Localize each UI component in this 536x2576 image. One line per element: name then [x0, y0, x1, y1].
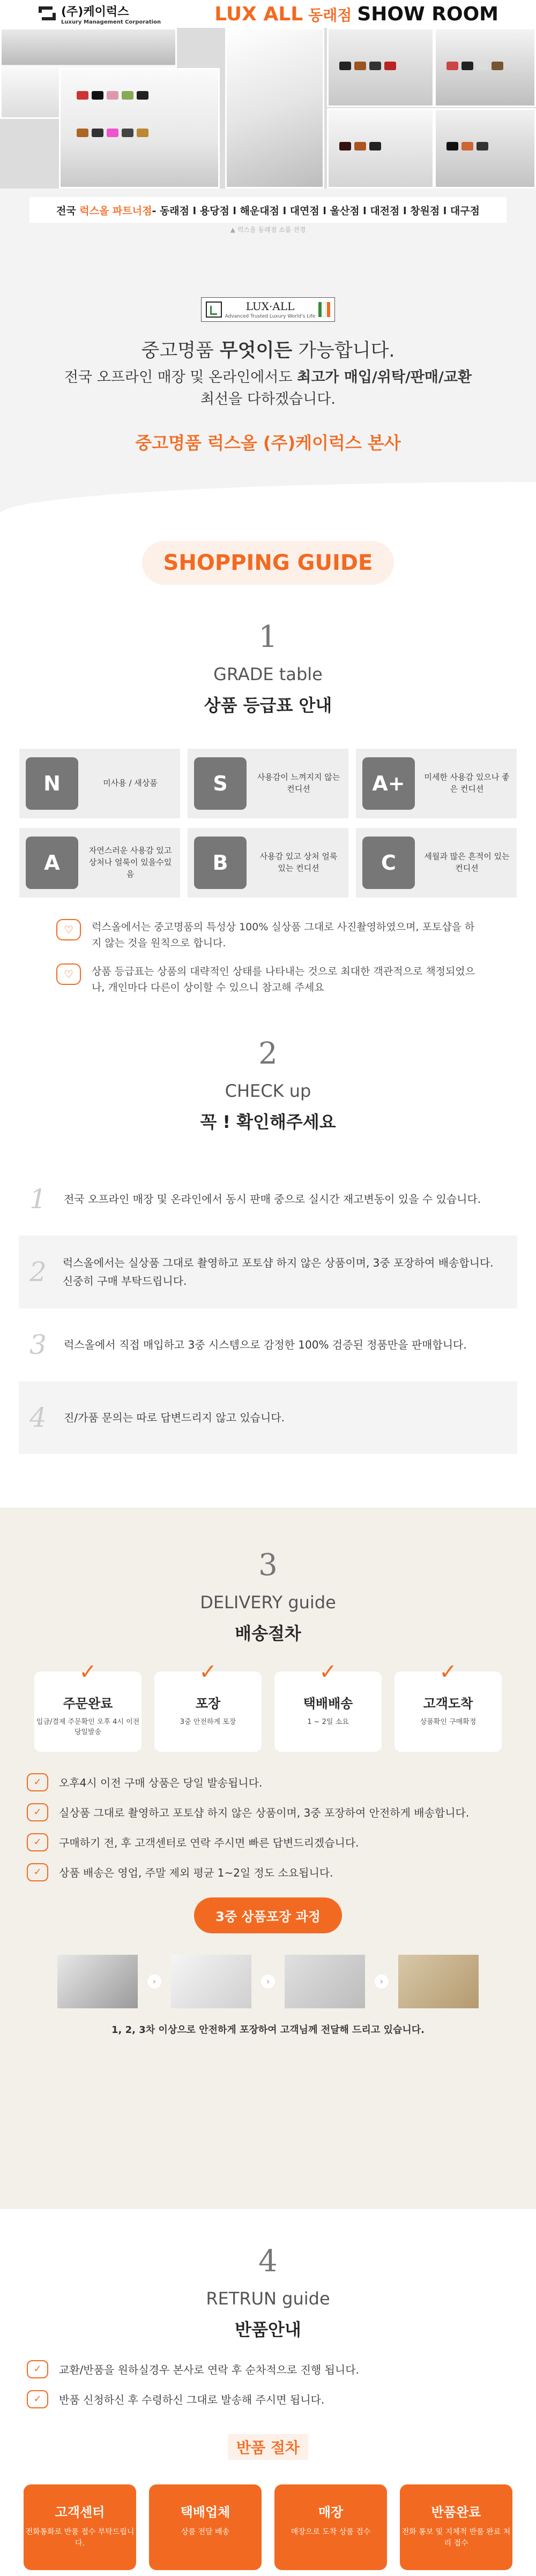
grade-badge: S — [194, 757, 247, 810]
showroom-photo — [225, 28, 324, 189]
delivery-step — [34, 1659, 142, 1752]
check-number: 4 — [29, 1402, 47, 1433]
check-item — [19, 1163, 517, 1236]
grade-description: 미사용 / 새상품 — [103, 778, 158, 788]
delivery-step-title: 주문완료 — [63, 1696, 113, 1711]
delivery-guide — [0, 1508, 536, 2209]
check-chat-icon: ✓ — [27, 1863, 48, 1881]
packing-photo — [57, 1955, 138, 2008]
showroom-photo-collage — [0, 28, 536, 189]
check-title-en: CHECK up — [225, 1080, 311, 1101]
return-step-title: 매장 — [318, 2504, 344, 2520]
check-chat-icon: ✓ — [27, 1803, 48, 1821]
luxall-logo — [201, 297, 336, 322]
arrow-right-icon: › — [261, 1975, 275, 1989]
check-item — [19, 1308, 517, 1381]
luxall-mark-icon — [206, 302, 222, 318]
note-text: 럭스올에서는 중고명품의 특성상 100% 실상품 그대로 사진촬영하였으며, 포토샵을 하지 않는 것을 원칙으로 합니다. — [92, 921, 475, 950]
check-title-ko: 꼭 ! 확인해주세요 — [200, 1111, 336, 1132]
arrow-right-icon: › — [375, 1975, 389, 1989]
delivery-step-desc: 1 ~ 2일 소요 — [307, 1718, 349, 1726]
check-text: 진/가품 문의는 따로 답변드리지 않고 있습니다. — [64, 1411, 285, 1424]
check-chat-icon: ✓ — [27, 2360, 48, 2378]
packing-photo — [398, 1955, 479, 2008]
grade-guide — [0, 622, 536, 996]
grade-badge: C — [362, 837, 415, 889]
grade-badge: N — [26, 757, 78, 810]
shopping-guide-title: SHOPPING GUIDE — [142, 541, 394, 585]
delivery-step-title: 포장 — [195, 1696, 221, 1711]
checkmark-icon: ✓ — [319, 1659, 337, 1684]
arrow-right-icon: › — [147, 1975, 161, 1989]
showroom-brand: LUX ALL — [214, 3, 303, 25]
showroom-photo — [327, 108, 434, 189]
intro-section — [0, 252, 536, 514]
note-item — [56, 919, 480, 952]
logo-mark-icon — [38, 4, 57, 24]
checkmark-icon: ✓ — [439, 1659, 457, 1684]
showroom-photo — [434, 108, 536, 189]
note-item — [27, 1863, 509, 1881]
return-step — [400, 2484, 512, 2570]
grade-description: 미세한 사용감 있으나 좋은 컨디션 — [424, 772, 510, 794]
note-text: 구매하기 전, 후 고객센터로 연락 주시면 빠른 답변드리겠습니다. — [59, 1836, 359, 1850]
heart-chat-icon: ♡ — [56, 963, 81, 985]
grade-card — [188, 828, 348, 898]
section-wave-divider — [0, 482, 536, 514]
delivery-step-desc: 상품확인 구매확정 — [420, 1718, 477, 1726]
note-item — [27, 1803, 509, 1821]
grade-card — [356, 828, 517, 898]
return-step-title: 반품완료 — [431, 2504, 481, 2520]
grade-description: 자연스러운 사용감 있고 상처나 얼룩이 있을수있음 — [88, 846, 172, 879]
check-list — [19, 1163, 517, 1454]
check-text: 럭스올에서는 실상품 그대로 촬영하고 포토샵 하지 않은 상품이며, 3중 포장하여 배송합니다. 신중히 구매 부탁드립니다. — [62, 1256, 494, 1287]
packing-photo — [285, 1955, 365, 2008]
delivery-step — [394, 1659, 502, 1752]
return-steps-title: 반품 절차 — [228, 2434, 308, 2460]
grade-badge: A+ — [362, 757, 415, 810]
return-notes — [27, 2360, 509, 2408]
luxall-logo-name: LUX·ALL — [245, 300, 295, 313]
return-step — [24, 2484, 136, 2570]
packing-photos — [0, 1955, 536, 2008]
partners-list: - 동래점 l 용당점 l 해운대점 l 대연점 l 울산점 l 대전점 l 창원점 l 대구점 — [152, 205, 480, 217]
note-text: 상품 배송은 영업, 주말 제외 평균 1~2일 정도 소요됩니다. — [59, 1866, 333, 1880]
delivery-step — [274, 1659, 382, 1752]
delivery-step-title: 택배배송 — [303, 1696, 353, 1711]
photo-caption: ▲ 럭스올 동래점 쇼룸 전경 — [230, 226, 306, 234]
note-text: 상품 등급표는 상품의 대략적인 상태를 나타내는 것으로 최대한 객관적으로 책정되었으나, 개인마다 다른이 상이할 수 있으니 참고해 주세요 — [92, 965, 475, 994]
return-title-en: RETRUN guide — [206, 2288, 330, 2309]
tricolor-stripe-icon — [318, 302, 330, 317]
company-logo — [38, 3, 161, 25]
grade-badge: B — [194, 837, 247, 889]
grade-description: 세월과 많은 흔적이 있는 컨디션 — [424, 852, 510, 873]
note-text: 교환/반품을 원하실경우 본사로 연락 후 순차적으로 진행 됩니다. — [59, 2363, 359, 2377]
check-item — [19, 1236, 517, 1308]
showroom-label: SHOW ROOM — [357, 3, 498, 25]
return-step-desc: 전화 통보 및 지체적 반품 완료 처리 접수 — [401, 2527, 511, 2548]
delivery-step-number: 3 — [258, 1547, 278, 1583]
return-step-number: 4 — [258, 2243, 278, 2279]
logo-english-name: Luxury Management Corporation — [61, 19, 161, 25]
packing-caption: 1, 2, 3차 이상으로 안전하게 포장하여 고객님께 전달해 드리고 있습니다. — [111, 2024, 425, 2036]
grade-title-ko: 상품 등급표 안내 — [204, 695, 332, 715]
return-title-ko: 반품안내 — [235, 2319, 301, 2340]
check-text: 전국 오프라인 매장 및 온라인에서 동시 판매 중으로 실시간 재고변동이 있을 수 있습니다. — [64, 1192, 481, 1206]
showroom-photo — [434, 28, 536, 107]
check-number: 2 — [29, 1256, 47, 1287]
return-guide — [0, 2209, 536, 2570]
note-item — [27, 1833, 509, 1851]
logo-korean-name: (주)케이럭스 — [61, 5, 129, 19]
return-step-desc: 매장으로 도착 상품 검수 — [291, 2527, 371, 2536]
showroom-branch: 동래점 — [308, 6, 352, 24]
note-item — [27, 1773, 509, 1791]
return-step-desc: 전화통화로 반품 접수 부탁드립니다. — [25, 2527, 135, 2548]
check-guide — [0, 1036, 536, 1454]
return-step — [149, 2484, 262, 2570]
note-item — [56, 963, 480, 996]
intro-headline: 중고명품 무엇이든 가능합니다. — [141, 340, 395, 361]
check-step-number: 2 — [258, 1036, 278, 1071]
grade-notes — [56, 919, 480, 996]
check-number: 1 — [29, 1183, 47, 1215]
return-steps — [0, 2484, 536, 2570]
return-step-desc: 상품 전달 배송 — [181, 2527, 230, 2536]
packing-process-title: 3중 상품포장 과정 — [194, 1897, 342, 1933]
note-text: 반품 신청하신 후 수령하신 그대로 발송해 주시면 됩니다. — [59, 2393, 325, 2407]
header-top-bar — [0, 0, 536, 28]
delivery-title-ko: 배송절차 — [235, 1623, 301, 1644]
checkmark-icon: ✓ — [79, 1659, 97, 1684]
return-step-title: 고객센터 — [55, 2504, 105, 2520]
delivery-step-title: 고객도착 — [423, 1696, 473, 1711]
note-item — [27, 2360, 509, 2378]
grade-step-number: 1 — [258, 620, 278, 654]
delivery-notes — [27, 1773, 509, 1881]
checkmark-icon: ✓ — [199, 1659, 217, 1684]
intro-hq-name: 중고명품 럭스올 (주)케이럭스 본사 — [135, 433, 401, 453]
partner-stores-bar — [29, 197, 507, 223]
grade-description: 사용감 있고 상처 얼룩 있는 컨디션 — [259, 852, 338, 873]
grade-badge: A — [26, 837, 78, 889]
packing-photo — [171, 1955, 251, 2008]
delivery-step-desc: 입금/결제 주문확인 오후 4시 이전 당일발송 — [36, 1718, 140, 1737]
grade-card — [19, 828, 180, 898]
check-chat-icon: ✓ — [27, 1773, 48, 1791]
grade-card — [188, 749, 348, 818]
showroom-title — [214, 3, 498, 25]
grade-description: 사용감이 느껴지지 않는 컨디션 — [257, 772, 340, 794]
note-text: 오후4시 이전 구매 상품은 당일 발송됩니다. — [59, 1776, 263, 1790]
delivery-step-desc: 3중 안전하게 포장 — [180, 1718, 236, 1726]
note-text: 실상품 그대로 촬영하고 포토샵 하지 않은 상품이며, 3중 포장하여 안전하게 배송합니다. — [59, 1806, 470, 1820]
return-step — [274, 2484, 387, 2570]
check-chat-icon: ✓ — [27, 2390, 48, 2408]
luxall-logo-sub: Advanced Trusted Luxury World's Life — [225, 314, 316, 319]
shopping-guide-section — [0, 514, 536, 1454]
note-item — [27, 2390, 509, 2408]
showroom-photo — [327, 28, 434, 107]
grade-title-en: GRADE table — [213, 664, 323, 684]
check-number: 3 — [29, 1329, 47, 1360]
delivery-step — [154, 1659, 262, 1752]
showroom-photo — [59, 68, 220, 189]
grade-card — [19, 749, 180, 818]
partners-highlight: 럭스올 파트너점 — [79, 205, 152, 217]
grade-card — [356, 749, 517, 818]
intro-description: 전국 오프라인 매장 및 온라인에서도 최고가 매입/위탁/판매/교환 최선을 다하겠습니다. — [64, 369, 472, 408]
partners-prefix: 전국 — [56, 205, 76, 217]
check-chat-icon: ✓ — [27, 1833, 48, 1851]
check-item — [19, 1381, 517, 1454]
check-text: 럭스올에서 직접 매입하고 3중 시스템으로 감정한 100% 검증된 정품만을 판매합니다. — [64, 1338, 467, 1351]
delivery-steps — [0, 1659, 536, 1752]
delivery-title-en: DELIVERY guide — [200, 1592, 336, 1613]
return-step-title: 택배업체 — [180, 2504, 230, 2520]
grade-table — [0, 749, 536, 898]
heart-chat-icon: ♡ — [56, 919, 81, 940]
showroom-header — [0, 0, 536, 252]
